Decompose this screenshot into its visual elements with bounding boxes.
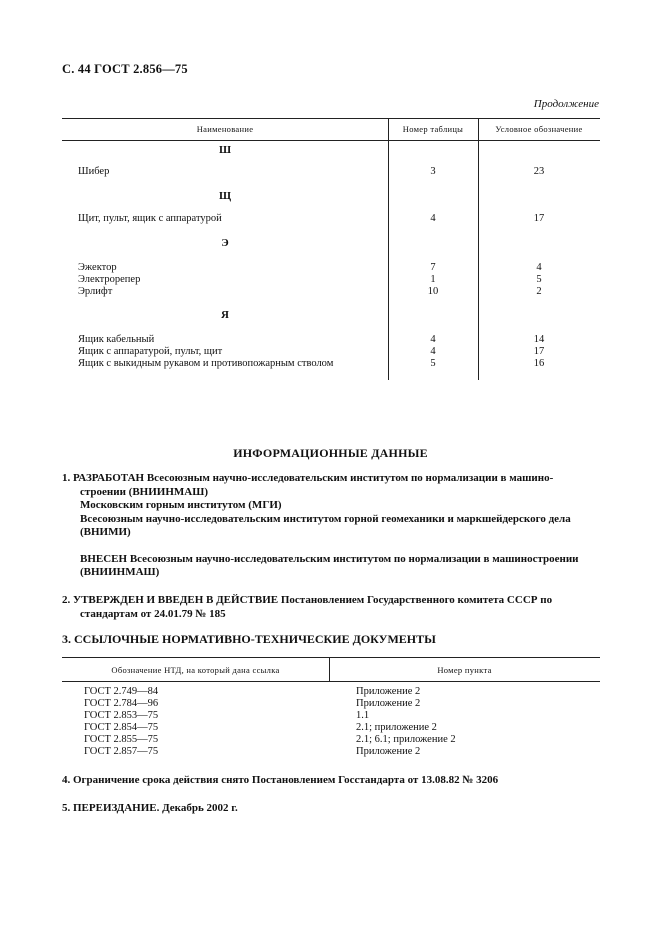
info-item-1-line: строении (ВНИИНМАШ) xyxy=(80,485,208,498)
table-row-name: Щит, пульт, ящик с аппаратурой xyxy=(78,213,222,224)
table-row-number: 5 xyxy=(430,358,436,369)
group-letter: Ш xyxy=(218,144,232,156)
info-title: ИНФОРМАЦИОННЫЕ ДАННЫЕ xyxy=(233,446,428,460)
table-row-name: Эжектор xyxy=(78,262,117,273)
table-row-symbol: 4 xyxy=(536,262,542,273)
info-item-2 xyxy=(62,594,600,621)
header-name: Наименование xyxy=(196,124,254,134)
table-row-name: Электрорепер xyxy=(78,274,141,285)
table-top-rule xyxy=(62,118,600,119)
info-item-1-line: (ВНИИНМАШ) xyxy=(80,566,160,578)
ref-item: Приложение 2 xyxy=(356,746,421,757)
ref-doc: ГОСТ 2.855—75 xyxy=(84,734,159,745)
ref-item: 1.1 xyxy=(356,710,370,721)
ref-doc: ГОСТ 2.854—75 xyxy=(84,722,159,733)
info-item-2-line: 2. УТВЕРЖДЕН И ВВЕДЕН В ДЕЙСТВИЕ Постановлением Государственного комитета СССР по xyxy=(62,594,553,606)
ref-doc: ГОСТ 2.853—75 xyxy=(84,710,159,721)
info-item-3: 3. ССЫЛОЧНЫЕ НОРМАТИВНО-ТЕХНИЧЕСКИЕ ДОКУМЕНТЫ xyxy=(62,632,436,646)
table-row-number: 4 xyxy=(430,346,436,357)
table-row-number: 4 xyxy=(430,334,436,345)
header-item-number: Номер пункта xyxy=(437,665,492,675)
table-row-symbol: 23 xyxy=(533,166,545,177)
header-table-number: Номер таблицы xyxy=(402,124,464,134)
group-letter: Э xyxy=(221,237,229,249)
ref-doc: ГОСТ 2.857—75 xyxy=(84,746,159,757)
group-letter: Щ xyxy=(218,190,232,202)
table-row-symbol: 14 xyxy=(533,334,545,345)
info-item-1-line: (ВНИМИ) xyxy=(80,526,131,538)
header-document: Обозначение НТД, на который дана ссылка xyxy=(111,665,280,675)
ref-doc: ГОСТ 2.784—96 xyxy=(84,698,159,709)
table-header-rule xyxy=(62,140,600,141)
table-row-number: 1 xyxy=(430,274,436,285)
info-item-2-line: стандартам от 24.01.79 № 185 xyxy=(80,607,226,620)
ref-doc: ГОСТ 2.749—84 xyxy=(84,686,159,697)
info-item-5: 5. ПЕРЕИЗДАНИЕ. Декабрь 2002 г. xyxy=(62,802,238,814)
table-row-name: Ящик кабельный xyxy=(78,334,155,345)
info-item-1-line: Всесоюзным научно-исследовательским институтом горной геомеханики и маркшейдерского дела xyxy=(80,512,571,525)
info-item-1 xyxy=(62,472,600,580)
table-row-number: 4 xyxy=(430,213,436,224)
table-row-symbol: 17 xyxy=(533,346,545,357)
table-row-number: 3 xyxy=(430,166,436,177)
info-item-4: 4. Ограничение срока действия снято Постановлением Госстандарта от 13.08.82 № 3206 xyxy=(62,774,499,786)
table-row-symbol: 16 xyxy=(533,358,545,369)
info-item-1-line: Московским горным институтом (МГИ) xyxy=(80,499,282,511)
table-header-rule xyxy=(62,681,600,682)
header-symbol: Условное обозначение xyxy=(495,124,583,134)
table-row-number: 7 xyxy=(430,262,436,273)
table-row-name: Эрлифт xyxy=(78,286,113,297)
info-item-1-line: ВНЕСЕН Всесоюзным научно-исследовательским институтом по нормализации в машиностроении xyxy=(80,552,579,565)
ref-item: Приложение 2 xyxy=(356,698,421,709)
continuation-label: Продолжение xyxy=(533,98,599,110)
page-header: С. 44 ГОСТ 2.856—75 xyxy=(62,62,188,76)
table-row-name: Шибер xyxy=(78,166,110,177)
ref-item: 2.1; 6.1; приложение 2 xyxy=(356,734,456,745)
table-row-symbol: 2 xyxy=(536,286,542,297)
table-row-number: 10 xyxy=(427,286,439,297)
table-row-symbol: 5 xyxy=(536,274,542,285)
info-item-1-line: 1. РАЗРАБОТАН Всесоюзным научно-исследовательским институтом по нормализации в машино- xyxy=(62,472,554,484)
group-letter: Я xyxy=(221,309,229,321)
table-top-rule xyxy=(62,657,600,658)
references-table xyxy=(62,657,600,761)
table-row-name: Ящик с аппаратурой, пульт, щит xyxy=(78,346,223,357)
ref-item: Приложение 2 xyxy=(356,686,421,697)
table-row-name: Ящик с выкидным рукавом и противопожарным стволом xyxy=(78,358,334,369)
table-row-symbol: 17 xyxy=(533,213,545,224)
ref-item: 2.1; приложение 2 xyxy=(356,722,437,733)
symbols-table xyxy=(62,118,600,380)
